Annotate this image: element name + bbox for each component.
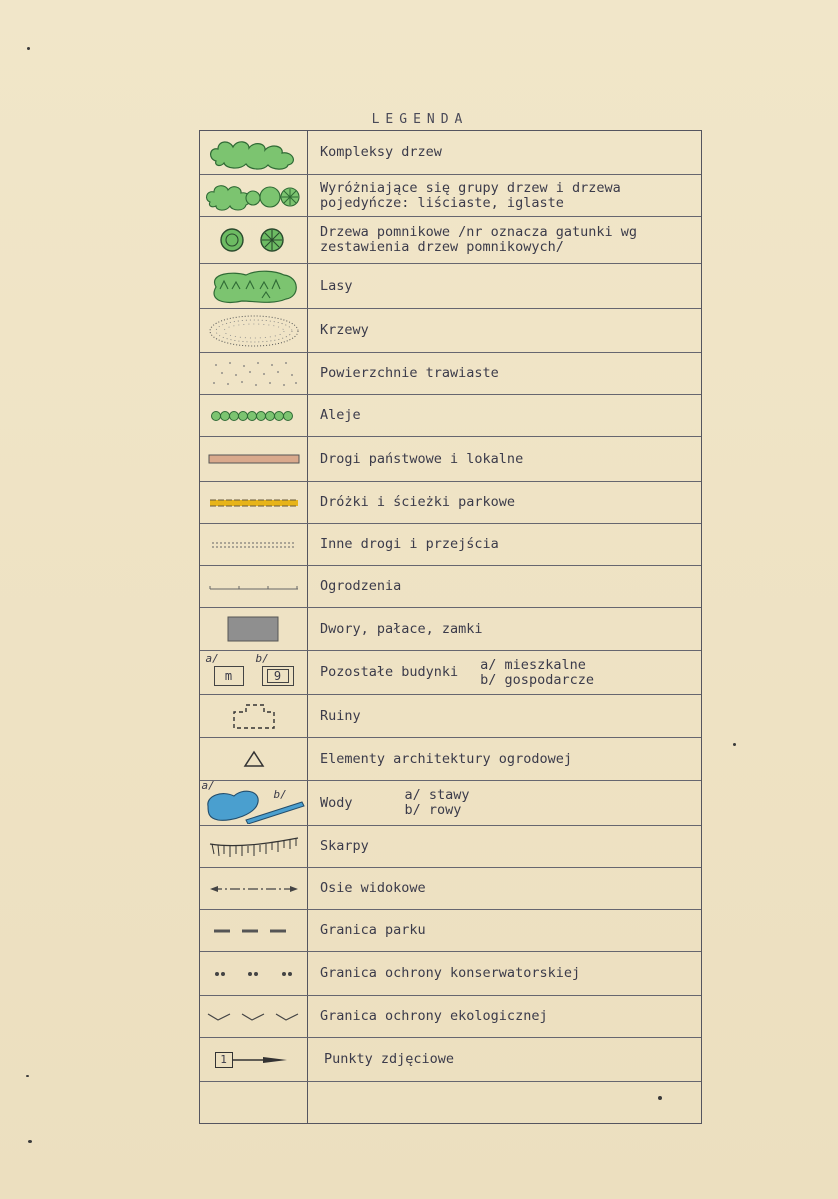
shrubs-icon <box>200 309 307 352</box>
conservation-boundary-icon <box>200 952 307 995</box>
paper-speck <box>26 1075 29 1077</box>
slope-icon <box>200 826 307 867</box>
legend-row-empty <box>200 1082 701 1123</box>
legend-row <box>200 952 701 996</box>
legend-label <box>320 651 695 694</box>
building-prefix-b: b/ <box>255 651 269 665</box>
legend-label: Inne drogi i przejścia <box>320 536 499 552</box>
legend-row <box>200 651 701 695</box>
water-subtypes <box>405 788 470 818</box>
legend-row <box>200 781 701 826</box>
buildings-icon <box>200 651 307 694</box>
buildings-subtypes <box>480 658 594 688</box>
buildings-sub-b: b/ gospodarcze <box>480 671 594 688</box>
legend-row <box>200 826 701 868</box>
building-box-b: 9 <box>273 668 282 683</box>
legend-label: Lasy <box>320 277 353 294</box>
farm-building-box <box>262 666 294 686</box>
legend-label: Kompleksy drzew <box>320 144 442 160</box>
forest-icon <box>200 264 307 308</box>
legend-row <box>200 738 701 781</box>
water-sub-a: a/ stawy <box>404 787 470 803</box>
paper-speck <box>733 743 736 746</box>
legend-row <box>200 217 701 264</box>
legend-label: Drogi państwowe i lokalne <box>320 450 524 467</box>
legend-label: Granica ochrony ekologicznej <box>320 1008 548 1024</box>
legend-row <box>200 309 701 353</box>
legend-row <box>200 437 701 482</box>
building-prefix-a: a/ <box>205 651 219 665</box>
ecological-boundary-icon <box>200 996 307 1037</box>
fence-icon <box>200 566 307 607</box>
park-boundary-icon <box>200 910 307 951</box>
legend-label: Ogrodzenia <box>320 578 402 594</box>
legend-row <box>200 131 701 175</box>
building-box-a: m <box>224 668 233 683</box>
road-icon <box>200 437 307 481</box>
legend-row <box>200 910 701 952</box>
legend-label: Dróżki i ścieżki parkowe <box>320 494 516 510</box>
water-prefix-a: a/ <box>201 779 215 792</box>
park-path-icon <box>200 482 307 523</box>
legend-row <box>200 996 701 1038</box>
legend-row <box>200 482 701 524</box>
ruins-icon <box>200 695 307 737</box>
tree-complex-icon <box>200 131 307 174</box>
legend-row <box>200 395 701 437</box>
legend-row <box>200 524 701 566</box>
legend-label: Elementy architektury ogrodowej <box>320 750 572 767</box>
grass-icon <box>200 353 307 394</box>
legend-label: Dwory, pałace, zamki <box>320 620 483 637</box>
legend-row <box>200 566 701 608</box>
photo-point-number: 1 <box>220 1053 227 1066</box>
legend-label: Ruiny <box>320 707 361 724</box>
legend-row <box>200 1038 701 1082</box>
legend-row <box>200 353 701 395</box>
manor-icon <box>200 608 307 650</box>
view-axis-icon <box>200 868 307 909</box>
triangle-icon <box>200 738 307 780</box>
legend-label: Drzewa pomnikowe /nr oznacza gatunki wg zestawienia drzew pomnikowych/ <box>320 224 637 255</box>
residential-building-box <box>214 666 244 686</box>
photo-point-box <box>215 1052 233 1068</box>
legend-label: Skarpy <box>320 838 369 854</box>
legend-label: Osie widokowe <box>320 880 426 896</box>
water-sub-b: b/ rowy <box>404 802 462 818</box>
legend-table <box>199 130 702 1124</box>
legend-row <box>200 695 701 738</box>
water-icon <box>200 781 307 825</box>
paper-speck <box>27 47 30 50</box>
alley-icon <box>200 395 307 436</box>
legend-label: Granica parku <box>320 922 426 938</box>
legend-row <box>200 868 701 910</box>
legend-row <box>200 264 701 309</box>
legend-label: Powierzchnie trawiaste <box>320 365 499 381</box>
legend-label <box>320 781 695 825</box>
paper-speck <box>658 1096 662 1100</box>
tree-groups-icon <box>200 175 307 216</box>
monument-trees-icon <box>200 217 307 263</box>
other-paths-icon <box>200 524 307 565</box>
legend-label: Krzewy <box>320 322 369 338</box>
buildings-sub-a: a/ mieszkalne <box>480 656 586 673</box>
legend-label: Aleje <box>320 407 361 423</box>
legend-label: Punkty zdjęciowe <box>324 1051 455 1067</box>
legend-label: Granica ochrony konserwatorskiej <box>320 965 581 981</box>
legend-title: LEGENDA <box>371 112 469 127</box>
legend-row <box>200 608 701 651</box>
buildings-label: Pozostałe budynki <box>320 664 459 680</box>
paper-speck <box>28 1140 32 1143</box>
legend-label: Wyróżniające się grupy drzew i drzewa pojedyńcze: liściaste, iglaste <box>320 179 621 211</box>
legend-row <box>200 175 701 217</box>
water-prefix-b: b/ <box>273 788 287 801</box>
photo-point-icon <box>200 1038 307 1081</box>
water-label: Wody <box>320 794 353 811</box>
